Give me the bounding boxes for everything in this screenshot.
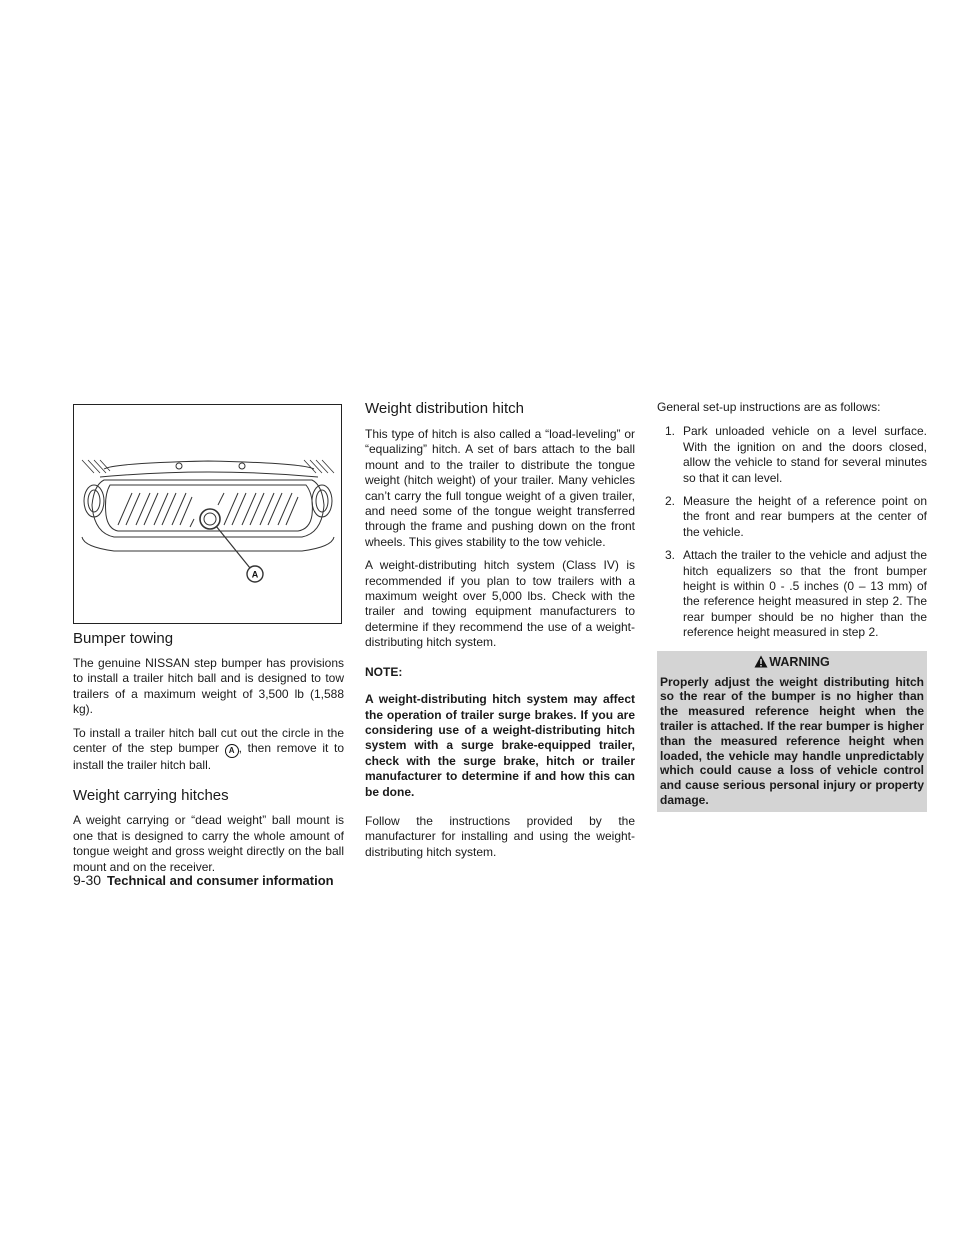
step-text: Attach the trailer to the vehicle and adjust the hitch equalizers so that the front bumper height is within 0 - .5 inches (0 – 13 mm) of the reference height measured in step 2. The rear bumper should be no higher than the reference height measured in step 2. xyxy=(683,548,927,640)
step-text: Measure the height of a reference point on the front and rear bumpers at the center of the vehicle. xyxy=(683,494,927,539)
setup-steps-list xyxy=(657,424,927,640)
warning-text: Properly adjust the weight distributing hitch so the rear of the bumper is no higher than the measured reference height when the trailer is attached. If the rear bumper is higher than the measured reference height when loaded, the vehicle may handle unpredictably which could cause a loss of vehicle control and cause serious personal injury or property damage. xyxy=(660,674,924,808)
step-bumper-drawing xyxy=(74,405,342,624)
setup-intro: General set-up instructions are as follows: xyxy=(657,400,881,414)
list-item xyxy=(657,424,927,486)
warning-triangle-icon xyxy=(754,655,768,668)
warning-box xyxy=(657,651,927,812)
paragraph-follow-instructions: Follow the instructions provided by the manufacturer for installing and using the weight-distributing hitch system. xyxy=(365,813,635,859)
heading-weight-distribution-hitch: Weight distribution hitch xyxy=(365,400,524,417)
step-number: 3. xyxy=(665,548,676,563)
step-text: Park unloaded vehicle on a level surface. With the ignition on and the doors closed, allow the vehicle to stand for several minutes so that it can level. xyxy=(683,424,927,485)
text-segment: To install a trailer hitch ball cut out the circle in the center of the step bumper xyxy=(73,725,344,756)
column-middle xyxy=(365,400,635,868)
paragraph-install-hitch-ball xyxy=(73,726,344,774)
column-left xyxy=(73,400,344,883)
note-text: A weight-distributing hitch system may affect the operation of trailer surge brakes. If you are considering use of a weight-distributing hitch system with a surge brake-equipped trailer, check with the surge brake, hitch or trailer manufacturer to determine if and how this can be done. xyxy=(365,692,635,799)
figure-label-a: A xyxy=(251,569,259,580)
paragraph-bumper-towing: The genuine NISSAN step bumper has provisions to install a trailer hitch ball and is designed to tow trailers of a maximum weight of 3,500 lb (1,588 kg). xyxy=(73,656,344,717)
callout-marker-a: A xyxy=(225,744,239,758)
bumper-illustration xyxy=(73,404,342,624)
page-footer xyxy=(73,872,334,888)
list-item xyxy=(657,494,927,540)
section-title: Technical and consumer information xyxy=(107,873,334,888)
step-number: 2. xyxy=(665,494,676,509)
warning-title: WARNING xyxy=(769,654,830,669)
step-number: 1. xyxy=(665,424,676,439)
heading-bumper-towing: Bumper towing xyxy=(73,630,174,647)
warning-header xyxy=(660,651,924,675)
paragraph-load-leveling: This type of hitch is also called a “load-leveling” or “equalizing” hitch. A set of bars attach to the ball mount and to the trailer to distribute the tongue weight (hitch weight) of your trailer. Many vehicles can’t carry the full tongue weight of a given trailer, and need some of the tongue weight transferred through the frame and pushing down on the front wheels. This gives stability to the tow vehicle. xyxy=(365,427,635,549)
paragraph-weight-carrying: A weight carrying or “dead weight” ball mount is one that is designed to carry the whole amount of tongue weight and gross weight directly on the ball mount and on the receiver. xyxy=(73,813,344,874)
text-segment: , then remove it to install the trailer hitch ball. xyxy=(73,741,344,773)
note-label: NOTE: xyxy=(365,664,403,679)
paragraph-class-iv: A weight-distributing hitch system (Class IV) is recommended if you plan to tow trailers with a maximum weight over 5,000 lbs. Check with the trailer and towing equipment manufacturers to determine if they recommend the use of a weight-distributing hitch system. xyxy=(365,558,635,650)
page-number: 9-30 xyxy=(73,872,102,888)
column-right xyxy=(657,400,927,812)
list-item xyxy=(657,548,927,640)
heading-weight-carrying-hitches: Weight carrying hitches xyxy=(73,787,229,805)
